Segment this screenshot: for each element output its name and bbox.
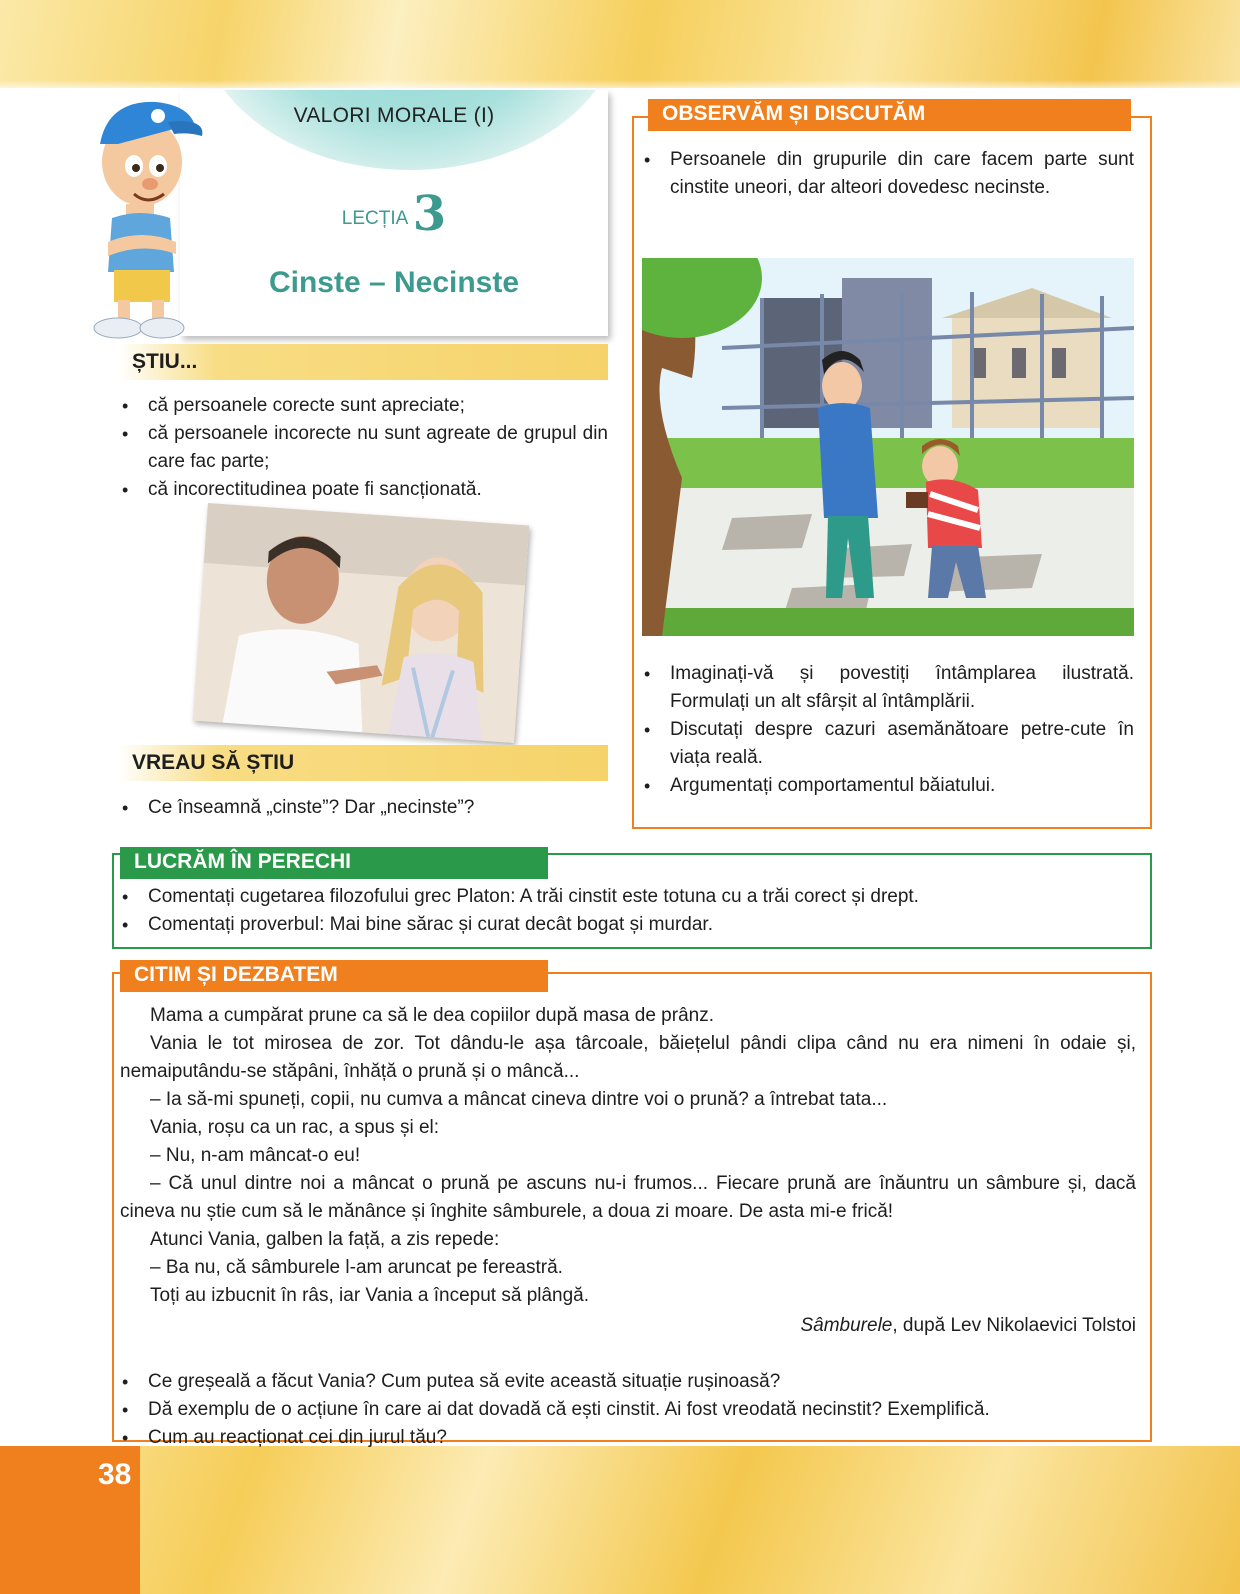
story-text xyxy=(120,1002,1136,1340)
lesson-title-card xyxy=(180,90,608,336)
list-item: • Discutați despre cazuri asemănătoare petre-cute în viața reală. xyxy=(640,716,1134,772)
illustration-drawing xyxy=(642,258,1134,636)
list-item: • Imaginați-vă și povestiți întâmplarea ilustrată. Formulați un alt sfârșit al întâmplării. xyxy=(640,660,1134,716)
bottom-decor-band xyxy=(0,1446,1240,1594)
list-item: • Ce înseamnă „cinste”? Dar „necinste”? xyxy=(118,794,608,822)
story-source xyxy=(120,1312,1136,1340)
title-arc-decor xyxy=(200,90,608,170)
lucram-list xyxy=(118,883,1148,939)
observam-list xyxy=(640,660,1134,800)
mascot-boy-illustration xyxy=(78,92,210,340)
list-item: • Argumentați comportamentul băiatului. xyxy=(640,772,1134,800)
story-paragraph: – Nu, n-am mâncat-o eu! xyxy=(150,1145,361,1166)
lesson-number: 3 xyxy=(412,186,447,242)
unit-title: VALORI MORALE (I) xyxy=(293,104,495,127)
lesson-title: Cinste – Necinste xyxy=(268,266,520,299)
vreau-list xyxy=(118,794,608,822)
source-author: , după Lev Nikolaevici Tolstoi xyxy=(892,1315,1136,1336)
list-item: • Ce greșeală a făcut Vania? Cum putea să evite această situație rușinoasă? xyxy=(118,1368,1148,1396)
story-paragraph: Atunci Vania, galben la față, a zis repede: xyxy=(150,1229,500,1250)
list-item: • Persoanele din grupurile din care facem parte sunt cinstite uneori, dar alteori dovedesc necinste. xyxy=(640,146,1134,202)
vreau-header: VREAU SĂ ȘTIU xyxy=(118,745,608,781)
story-paragraph: Toți au izbucnit în râs, iar Vania a început să plângă. xyxy=(150,1285,590,1306)
observam-header: OBSERVĂM ȘI DISCUTĂM xyxy=(648,99,1131,131)
list-item: • Comentați cugetarea filozofului grec Platon: A trăi cinstit este totuna cu a trăi corect și drept. xyxy=(118,883,1148,911)
page-number: 38 xyxy=(98,1458,132,1491)
top-decor-band xyxy=(0,0,1240,88)
lesson-label: LECȚIA xyxy=(341,208,409,229)
list-item: • că persoanele corecte sunt apreciate; xyxy=(118,392,608,420)
story-paragraph: – Că unul dintre noi a mâncat o prună pe ascuns nu-i frumos... Fiecare prună are înăuntru un sâmbure și, dacă cineva nu știe cum să le mănânce și înghite sâmburele, a doua zi moare. De asta mi-e frică! xyxy=(120,1173,1136,1222)
story-paragraph: – Ba nu, că sâmburele l-am aruncat pe fereastră. xyxy=(150,1257,563,1278)
list-item: • Cum au reacționat cei din jurul tău? xyxy=(118,1424,1148,1452)
father-daughter-photo xyxy=(193,503,529,743)
lucram-header: LUCRĂM ÎN PERECHI xyxy=(120,847,548,879)
stiu-header: ȘTIU... xyxy=(118,344,608,380)
lesson-heading xyxy=(180,186,608,242)
citim-questions xyxy=(118,1368,1148,1452)
stiu-list xyxy=(118,392,608,504)
list-item: • că persoanele incorecte nu sunt agreate de grupul din care fac parte; xyxy=(118,420,608,476)
source-title: Sâmburele xyxy=(800,1315,893,1336)
list-item: • Comentați proverbul: Mai bine sărac și curat decât bogat și murdar. xyxy=(118,911,1148,939)
story-paragraph: Vania le tot mirosea de zor. Tot dându-le așa târcoale, băiețelul pândi clipa când nu era nimeni în odaie și, nemaiputându-se stăpâni, înhăță o prună și o mâncă... xyxy=(120,1033,1136,1082)
park-wallet-illustration xyxy=(642,258,1134,636)
story-paragraph: – Ia să-mi spuneți, copii, nu cumva a mâncat cineva dintre voi o prună? a întrebat tata... xyxy=(150,1089,888,1110)
story-paragraph: Vania, roșu ca un rac, a spus și el: xyxy=(150,1117,440,1138)
observam-intro-list xyxy=(640,146,1134,202)
list-item: • Dă exemplu de o acțiune în care ai dat dovadă că ești cinstit. Ai fost vreodată necinstit? Exemplifică. xyxy=(118,1396,1148,1424)
citim-header: CITIM ȘI DEZBATEM xyxy=(120,960,548,992)
list-item: • că incorectitudinea poate fi sancționată. xyxy=(118,476,608,504)
photo-drawing xyxy=(193,503,529,743)
story-paragraph: Mama a cumpărat prune ca să le dea copiilor după masa de prânz. xyxy=(150,1005,714,1026)
